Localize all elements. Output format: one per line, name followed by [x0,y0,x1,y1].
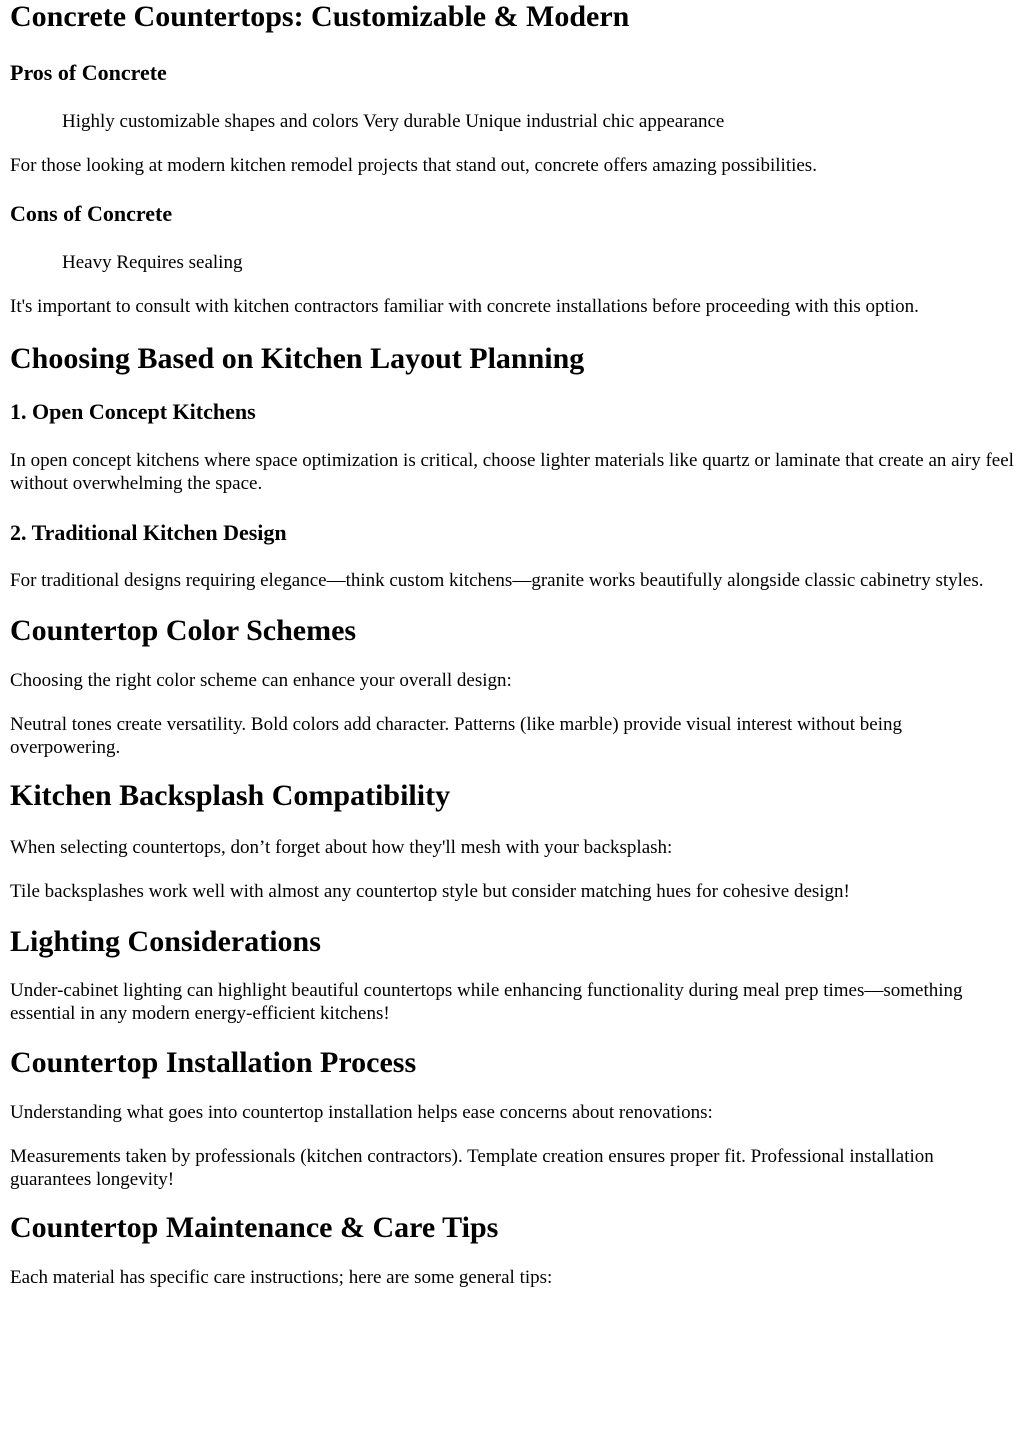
open-concept-text: In open concept kitchens where space optimization is critical, choose lighter materials like quartz or laminate that create an airy feel without overwhelming the space. [10,450,1014,494]
backsplash-text: Tile backsplashes work well with almost any countertop style but consider matching hues for cohesive design! [10,881,850,902]
heading-countertop-color-schemes: Countertop Color Schemes [10,614,357,647]
heading-kitchen-layout-planning: Choosing Based on Kitchen Layout Planning [10,342,585,375]
heading-open-concept-kitchens: 1. Open Concept Kitchens [10,399,256,424]
heading-backsplash-compatibility: Kitchen Backsplash Compatibility [10,779,451,812]
heading-traditional-kitchen-design: 2. Traditional Kitchen Design [10,520,287,545]
lighting-text: Under-cabinet lighting can highlight beautiful countertops while enhancing functionality during meal prep times—something essential in any modern energy-efficient kitchens! [10,980,963,1024]
color-schemes-intro: Choosing the right color scheme can enhance your overall design: [10,670,512,691]
pros-list: Highly customizable shapes and colors Very durable Unique industrial chic appearance [62,111,725,132]
cons-list: Heavy Requires sealing [62,252,243,273]
heading-maintenance-care-tips: Countertop Maintenance & Care Tips [10,1211,499,1244]
heading-installation-process: Countertop Installation Process [10,1046,417,1079]
installation-intro: Understanding what goes into countertop installation helps ease concerns about renovations: [10,1102,713,1123]
heading-cons-of-concrete: Cons of Concrete [10,201,173,226]
backsplash-intro: When selecting countertops, don’t forget about how they'll mesh with your backsplash: [10,837,673,858]
concrete-cons-note: It's important to consult with kitchen contractors familiar with concrete installations before proceeding with this option. [10,296,919,317]
maintenance-intro: Each material has specific care instructions; here are some general tips: [10,1267,553,1288]
concrete-pros-note: For those looking at modern kitchen remodel projects that stand out, concrete offers amazing possibilities. [10,155,817,176]
heading-concrete-countertops: Concrete Countertops: Customizable & Modern [10,0,630,33]
heading-lighting-considerations: Lighting Considerations [10,925,321,958]
traditional-design-text: For traditional designs requiring elegance—think custom kitchens—granite works beautifully alongside classic cabinetry styles. [10,570,984,591]
heading-pros-of-concrete: Pros of Concrete [10,60,167,85]
installation-text: Measurements taken by professionals (kitchen contractors). Template creation ensures proper fit. Professional installation guarantees longevity! [10,1146,934,1190]
color-schemes-text: Neutral tones create versatility. Bold colors add character. Patterns (like marble) provide visual interest without being overpowering. [10,714,903,758]
